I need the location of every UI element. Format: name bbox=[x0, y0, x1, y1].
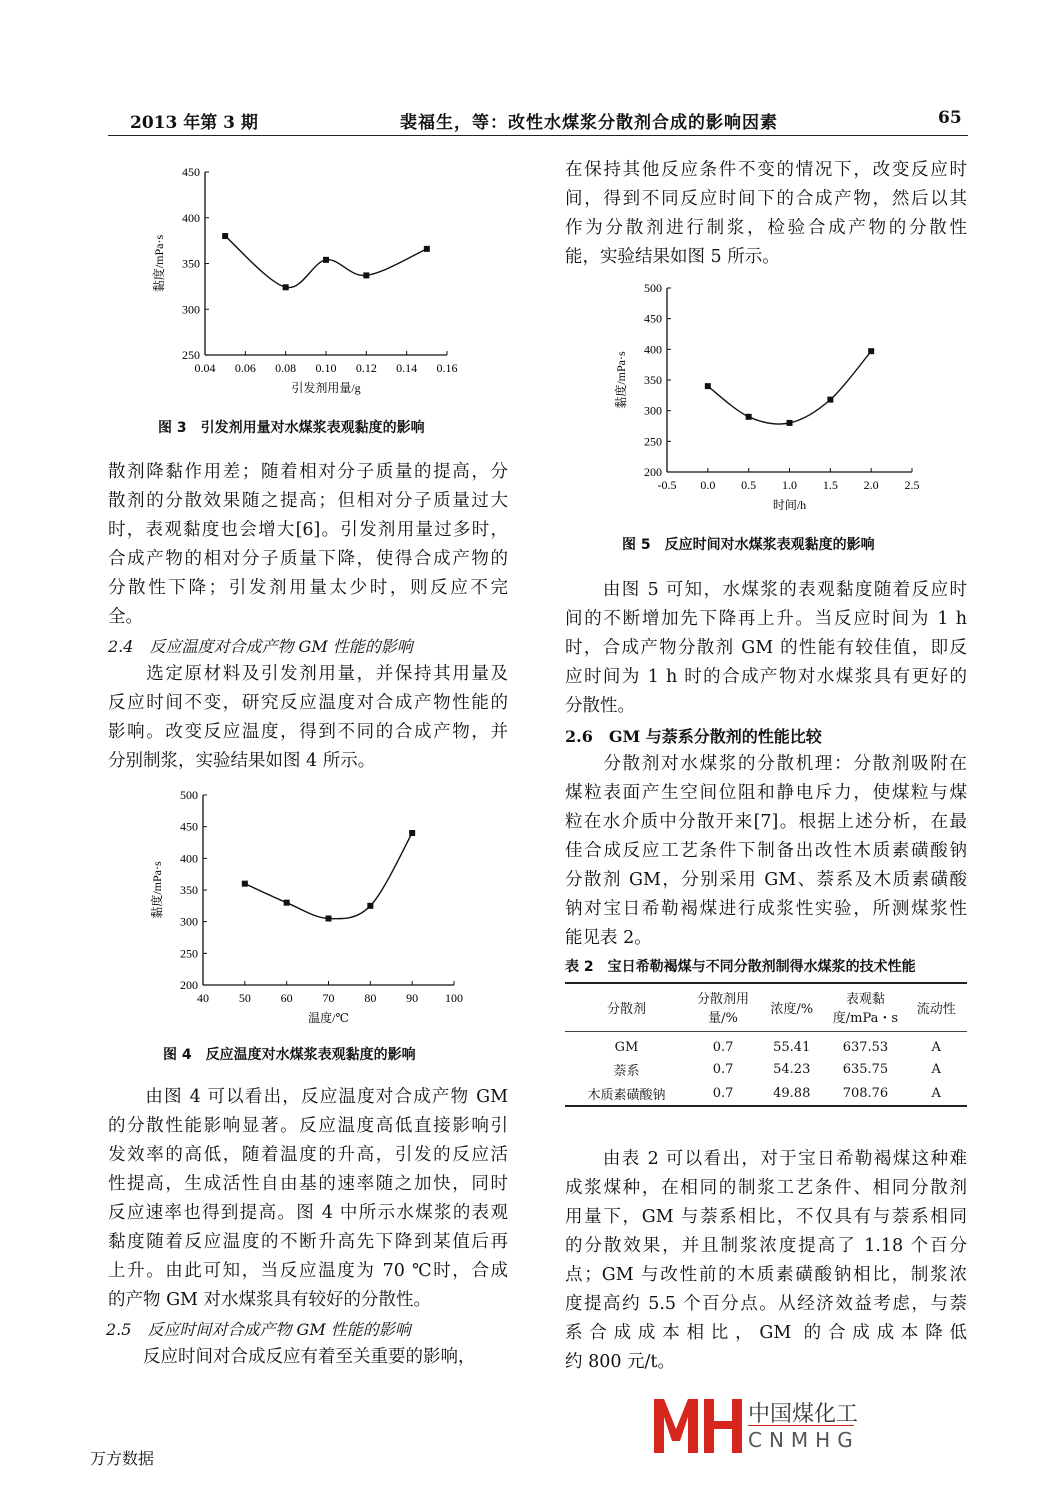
data-point bbox=[827, 397, 833, 403]
text-line: 分散剂 GM，分别采用 GM、萘系及木质素磺酸 bbox=[565, 870, 967, 890]
section-2-5: 2.5 反应时间对合成产物 GM 性能的影响 bbox=[106, 1320, 411, 1339]
chart-fig5 bbox=[600, 278, 940, 523]
right-para-4 bbox=[565, 1145, 967, 1377]
watermark-rule bbox=[748, 1425, 854, 1426]
text-line: 合成产物的相对分子质量下降，使得合成产物的 bbox=[108, 549, 508, 569]
text-line: 散剂降黏作用差；随着相对分子质量的提高，分 bbox=[108, 462, 508, 482]
text-line: 发效率的高低，随着温度的升高，引发的反应活 bbox=[108, 1145, 508, 1165]
y-tick-label: 250 bbox=[644, 434, 662, 449]
y-tick-label: 350 bbox=[180, 883, 198, 897]
col-header: 浓度/% bbox=[770, 1001, 814, 1017]
footer-source: 万方数据 bbox=[90, 1449, 155, 1468]
text-line: 性提高，生成活性自由基的速率随之加快，同时 bbox=[108, 1174, 508, 1194]
watermark-logo bbox=[652, 1395, 744, 1455]
text-line: 钠对宝日希勒褐煤进行成浆性实验，所测煤浆性 bbox=[565, 899, 967, 919]
text-line: 的产物 GM 对水煤浆具有较好的分散性。 bbox=[108, 1290, 432, 1310]
col-header: 分散剂 bbox=[607, 1001, 647, 1017]
data-point bbox=[242, 881, 248, 887]
x-tick-label: 0.0 bbox=[700, 478, 716, 492]
col-header: 分散剂用量/% bbox=[697, 992, 750, 1027]
x-tick-label: 0.5 bbox=[741, 478, 757, 492]
x-tick-label: 1.0 bbox=[782, 478, 797, 492]
y-tick-label: 400 bbox=[180, 851, 198, 866]
col-header: 流动性 bbox=[916, 1001, 956, 1017]
table-cell: 708.76 bbox=[842, 1085, 889, 1101]
y-tick-label: 450 bbox=[644, 311, 662, 326]
x-tick-label: 0.14 bbox=[396, 361, 418, 375]
text-line: 粒在水介质中分散开来[7]。根据上述分析，在最 bbox=[565, 812, 967, 832]
data-point bbox=[323, 257, 329, 263]
text-line: 反应时间对合成反应有着至关重要的影响， bbox=[108, 1347, 476, 1367]
x-tick-label: 0.06 bbox=[234, 361, 256, 375]
x-axis-label: 引发剂用量/g bbox=[291, 381, 361, 395]
y-tick-label: 200 bbox=[644, 465, 662, 479]
chart-fig3 bbox=[140, 160, 480, 405]
text-line: 成浆煤种，在相同的制浆工艺条件、相同分散剂 bbox=[565, 1178, 967, 1198]
x-tick-label: 40 bbox=[197, 991, 209, 1005]
table-row bbox=[565, 1057, 967, 1081]
watermark bbox=[652, 1395, 952, 1455]
text-line: 上升。由此可知，当反应温度为 70 ℃时，合成 bbox=[108, 1261, 508, 1281]
x-tick-label: 80 bbox=[364, 991, 377, 1005]
data-point bbox=[787, 420, 793, 426]
x-tick-label: 70 bbox=[322, 991, 335, 1005]
text-line: 分别制浆，实验结果如图 4 所示。 bbox=[108, 751, 376, 771]
text-line: 间的不断增加先下降再上升。当反应时间为 1 h bbox=[565, 609, 967, 629]
text-line: 能见表 2。 bbox=[565, 928, 652, 948]
x-tick-label: 50 bbox=[238, 991, 251, 1005]
y-tick-label: 300 bbox=[644, 403, 662, 418]
text-line: 煤粒表面产生空间位阻和静电斥力，使煤粒与煤 bbox=[565, 783, 967, 803]
right-para-1 bbox=[565, 156, 967, 272]
table-cell: 0.7 bbox=[712, 1039, 734, 1055]
text-line: 间，得到不同反应时间下的合成产物，然后以其 bbox=[565, 189, 967, 209]
x-tick-label: 2.0 bbox=[863, 478, 879, 492]
x-tick-label: 0.12 bbox=[355, 361, 377, 375]
left-para-4 bbox=[108, 1343, 508, 1372]
header-rule bbox=[108, 135, 968, 136]
table-cell: 637.53 bbox=[842, 1039, 889, 1055]
y-tick-label: 450 bbox=[182, 165, 200, 179]
right-para-2 bbox=[565, 576, 967, 721]
watermark-en: CNMHG bbox=[748, 1428, 860, 1452]
text-line: 度提高约 5.5 个百分点。从经济效益考虑，与萘 bbox=[565, 1294, 967, 1314]
series-line bbox=[245, 833, 412, 919]
y-axis-label: 黏度/mPa·s bbox=[152, 234, 166, 293]
table-cell: 0.7 bbox=[712, 1061, 734, 1077]
data-point bbox=[705, 383, 711, 389]
series-line bbox=[708, 351, 871, 424]
y-axis-label: 黏度/mPa·s bbox=[614, 351, 628, 409]
text-line: 全。 bbox=[108, 607, 143, 627]
y-tick-label: 200 bbox=[180, 978, 198, 992]
text-line: 时，表观黏度也会增大[6]。引发剂用量过多时， bbox=[108, 520, 508, 540]
x-tick-label: 0.04 bbox=[194, 361, 216, 375]
section-2-6: 2.6 GM 与萘系分散剂的性能比较 bbox=[565, 727, 822, 746]
table-cell: 49.88 bbox=[773, 1085, 811, 1101]
text-line: 用量下，GM 与萘系相比，不仅具有与萘系相同 bbox=[565, 1207, 967, 1227]
text-line: 能，实验结果如图 5 所示。 bbox=[565, 247, 780, 267]
table-cell: A bbox=[931, 1085, 941, 1101]
y-tick-label: 500 bbox=[180, 788, 198, 802]
data-point bbox=[409, 830, 415, 836]
data-point bbox=[868, 348, 874, 354]
left-para-3 bbox=[108, 1083, 508, 1315]
data-point bbox=[283, 284, 289, 290]
y-tick-label: 350 bbox=[644, 373, 662, 387]
text-line: 佳合成反应工艺条件下制备出改性木质素磺酸钠 bbox=[565, 841, 967, 861]
x-tick-label: 60 bbox=[280, 991, 293, 1005]
data-point bbox=[424, 246, 430, 252]
y-tick-label: 400 bbox=[644, 342, 662, 357]
y-tick-label: 250 bbox=[182, 348, 200, 362]
text-line: 应时间为 1 h 时的合成产物对水煤浆具有更好的 bbox=[565, 667, 967, 687]
data-point bbox=[746, 414, 752, 420]
table-row bbox=[565, 1081, 967, 1106]
section-2-4: 2.4 反应温度对合成产物 GM 性能的影响 bbox=[108, 637, 413, 656]
table-cell: 55.41 bbox=[773, 1039, 811, 1055]
fig4-caption: 图 4 反应温度对水煤浆表观黏度的影响 bbox=[163, 1047, 416, 1063]
text-line: 由图 4 可以看出，反应温度对合成产物 GM bbox=[108, 1087, 508, 1107]
text-line: 反应速率也得到提高。图 4 中所示水煤浆的表观 bbox=[108, 1203, 508, 1223]
text-line: 系合成成本相比，GM 的合成成本降低 bbox=[565, 1323, 967, 1343]
watermark-cn: 中国煤化工 bbox=[748, 1402, 859, 1427]
running-title: 裴福生，等：改性水煤浆分散剂合成的影响因素 bbox=[400, 113, 778, 133]
data-point bbox=[367, 903, 373, 909]
x-axis-label: 温度/℃ bbox=[308, 1011, 349, 1025]
y-tick-label: 400 bbox=[182, 210, 200, 225]
x-axis-label: 时间/h bbox=[772, 498, 807, 512]
chart-fig4 bbox=[140, 780, 480, 1030]
table-cell: 木质素磺酸钠 bbox=[587, 1087, 666, 1103]
issue-label: 2013 年第 3 期 bbox=[130, 113, 258, 133]
y-tick-label: 300 bbox=[182, 302, 200, 317]
x-tick-label: 1.5 bbox=[822, 478, 838, 492]
y-tick-label: 500 bbox=[644, 281, 662, 295]
fig5-caption: 图 5 反应时间对水煤浆表观黏度的影响 bbox=[622, 537, 875, 553]
text-line: 的分散效果，并且制浆浓度提高了 1.18 个百分 bbox=[565, 1236, 967, 1256]
text-line: 散剂的分散效果随之提高；但相对分子质量过大 bbox=[108, 491, 508, 511]
text-line: 影响。改变反应温度，得到不同的合成产物，并 bbox=[108, 722, 508, 742]
text-line: 点；GM 与改性前的木质素磺酸钠相比，制浆浓 bbox=[565, 1265, 967, 1285]
x-tick-label: 0.10 bbox=[315, 361, 337, 375]
page-number: 65 bbox=[938, 108, 962, 128]
col-header: 表观黏度/mPa・s bbox=[832, 992, 899, 1027]
table2-caption: 表 2 宝日希勒褐煤与不同分散剂制得水煤浆的技术性能 bbox=[565, 959, 916, 975]
x-tick-label: 0.08 bbox=[275, 361, 297, 375]
left-para-1 bbox=[108, 458, 508, 632]
y-tick-label: 350 bbox=[182, 256, 200, 271]
x-tick-label: 2.5 bbox=[904, 478, 920, 492]
y-tick-label: 450 bbox=[180, 819, 198, 834]
table-cell: A bbox=[931, 1061, 941, 1077]
data-point bbox=[222, 233, 228, 239]
table-row bbox=[565, 1031, 967, 1057]
text-line: 由表 2 可以看出，对于宝日希勒褐煤这种难 bbox=[565, 1149, 967, 1169]
y-tick-label: 300 bbox=[180, 914, 198, 929]
text-line: 时，合成产物分散剂 GM 的性能有较佳值，即反 bbox=[565, 638, 967, 658]
y-axis-label: 黏度/mPa·s bbox=[150, 861, 164, 919]
text-line: 黏度随着反应温度的不断升高先下降到某值后再 bbox=[108, 1232, 508, 1252]
x-tick-label: 100 bbox=[445, 991, 463, 1005]
fig3-caption: 图 3 引发剂用量对水煤浆表观黏度的影响 bbox=[158, 420, 425, 436]
right-para-3 bbox=[565, 750, 967, 953]
text-line: 分散性。 bbox=[565, 696, 635, 716]
text-line: 在保持其他反应条件不变的情况下，改变反应时 bbox=[565, 160, 967, 180]
text-line: 约 800 元/t。 bbox=[565, 1352, 675, 1372]
text-line: 作为分散剂进行制浆，检验合成产物的分散性 bbox=[565, 218, 967, 238]
text-line: 反应时间不变，研究反应温度对合成产物性能的 bbox=[108, 693, 508, 713]
x-tick-label: 0.16 bbox=[436, 361, 458, 375]
text-line: 分散性下降；引发剂用量太少时，则反应不完 bbox=[108, 578, 508, 598]
data-point bbox=[363, 272, 369, 278]
table-cell: GM bbox=[614, 1039, 639, 1055]
text-line: 的分散性能影响显著。反应温度高低直接影响引 bbox=[108, 1116, 508, 1136]
y-tick-label: 250 bbox=[180, 946, 198, 961]
table-cell: 萘系 bbox=[613, 1063, 640, 1079]
text-line: 选定原材料及引发剂用量，并保持其用量及 bbox=[108, 664, 508, 684]
text-line: 由图 5 可知，水煤浆的表观黏度随着反应时 bbox=[565, 580, 967, 600]
table-2 bbox=[565, 982, 967, 1107]
data-point bbox=[326, 916, 332, 922]
table-cell: 54.23 bbox=[773, 1061, 811, 1077]
table-cell: 635.75 bbox=[842, 1061, 889, 1077]
x-tick-label: 90 bbox=[406, 991, 419, 1005]
table-cell: 0.7 bbox=[712, 1085, 734, 1101]
left-para-2 bbox=[108, 660, 508, 776]
x-tick-label: -0.5 bbox=[657, 478, 677, 492]
data-point bbox=[284, 900, 290, 906]
table-cell: A bbox=[931, 1039, 941, 1055]
text-line: 分散剂对水煤浆的分散机理：分散剂吸附在 bbox=[565, 754, 967, 774]
